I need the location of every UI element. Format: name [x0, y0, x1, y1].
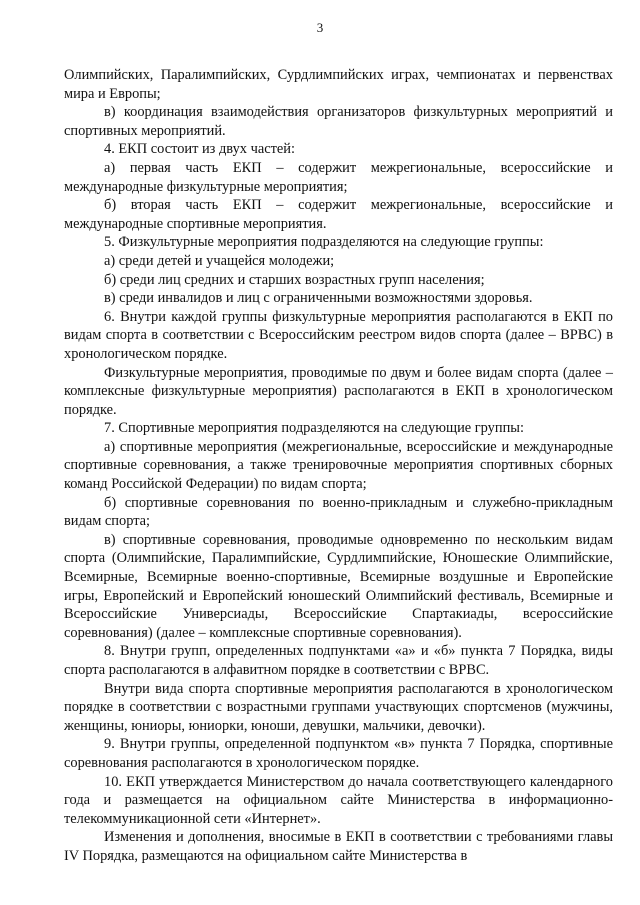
paragraph-10-changes: Изменения и дополнения, вносимые в ЕКП в соответствии с требованиями главы IV Порядка, размещаются на официальном сайте Министерства в: [64, 829, 613, 864]
paragraph-7v: в) спортивные соревнования, проводимые одновременно по нескольким видам спорта (Олимпийские, Паралимпийские, Сурдлимпийские, Юношеские Олимпийские, Всемирные, Всемирные военно-спортивные, Всемирные воздушные и Европейские игры, Европейский и Европейский юношеский Олимпийский фестиваль, Всемирные и Всероссийские Универсиады, Всероссийские Спартакиады, всероссийские соревнования) (далее – комплексные спортивные соревнования).: [64, 531, 613, 641]
paragraph-3v: в) координация взаимодействия организаторов физкультурных мероприятий и спортивных мероприятий.: [64, 104, 613, 139]
paragraph-4: 4. ЕКП состоит из двух частей:: [104, 141, 295, 158]
paragraph-9: 9. Внутри группы, определенной подпунктом «в» пункта 7 Порядка, спортивные соревнования располагаются в хронологическом порядке.: [64, 736, 613, 771]
paragraph-5a: а) среди детей и учащейся молодежи;: [104, 252, 335, 269]
paragraph-5v: в) среди инвалидов и лиц с ограниченными возможностями здоровья.: [104, 290, 533, 307]
paragraph-6-complex: Физкультурные мероприятия, проводимые по двум и более видам спорта (далее – комплексные физкультурные мероприятия) располагаются в ЕКП в хронологическом порядке.: [64, 364, 613, 418]
paragraph-5: 5. Физкультурные мероприятия подразделяются на следующие группы:: [104, 234, 544, 251]
paragraph-6: 6. Внутри каждой группы физкультурные мероприятия располагаются в ЕКП по видам спорта в соответствии с Всероссийским реестром видов спорта (далее – ВРВС) в хронологическом порядке.: [64, 308, 613, 362]
paragraph-7: 7. Спортивные мероприятия подразделяются на следующие группы:: [104, 420, 524, 437]
paragraph-10: 10. ЕКП утверждается Министерством до начала соответствующего календарного года и размещается на официальном сайте Министерства в информационно-телекоммуникационной сети «Интернет».: [64, 773, 613, 827]
paragraph-8-sport: Внутри вида спорта спортивные мероприятия располагаются в хронологическом порядке в соответствии с возрастными группами участвующих спортсменов (мужчины, женщины, юниоры, юниорки, юноши, девушки, мальчики, девочки).: [64, 680, 613, 734]
page-number: 3: [316, 20, 324, 35]
paragraph-7b: б) спортивные соревнования по военно-прикладным и служебно-прикладным видам спорта;: [64, 494, 613, 530]
paragraph-4b: б) вторая часть ЕКП – содержит межрегиональные, всероссийские и международные спортивные мероприятия.: [64, 197, 613, 232]
paragraph-7a: а) спортивные мероприятия (межрегиональные, всероссийские и международные спортивные соревнования, а также тренировочные мероприятия спортивных сборных команд Российской Федерации) по видам спорта;: [64, 438, 613, 493]
paragraph-4a: а) первая часть ЕКП – содержит межрегиональные, всероссийские и международные физкультурные мероприятия;: [64, 159, 613, 195]
paragraph-5b: б) среди лиц средних и старших возрастных групп населения;: [104, 271, 485, 288]
document-body: [64, 66, 613, 866]
paragraph-8: 8. Внутри групп, определенных подпунктами «а» и «б» пункта 7 Порядка, виды спорта располагаются в алфавитном порядке в соответствии с ВРВС.: [64, 643, 613, 678]
paragraph-continuation: Олимпийских, Паралимпийских, Сурдлимпийских играх, чемпионатах и первенствах мира и Европы;: [64, 67, 613, 102]
